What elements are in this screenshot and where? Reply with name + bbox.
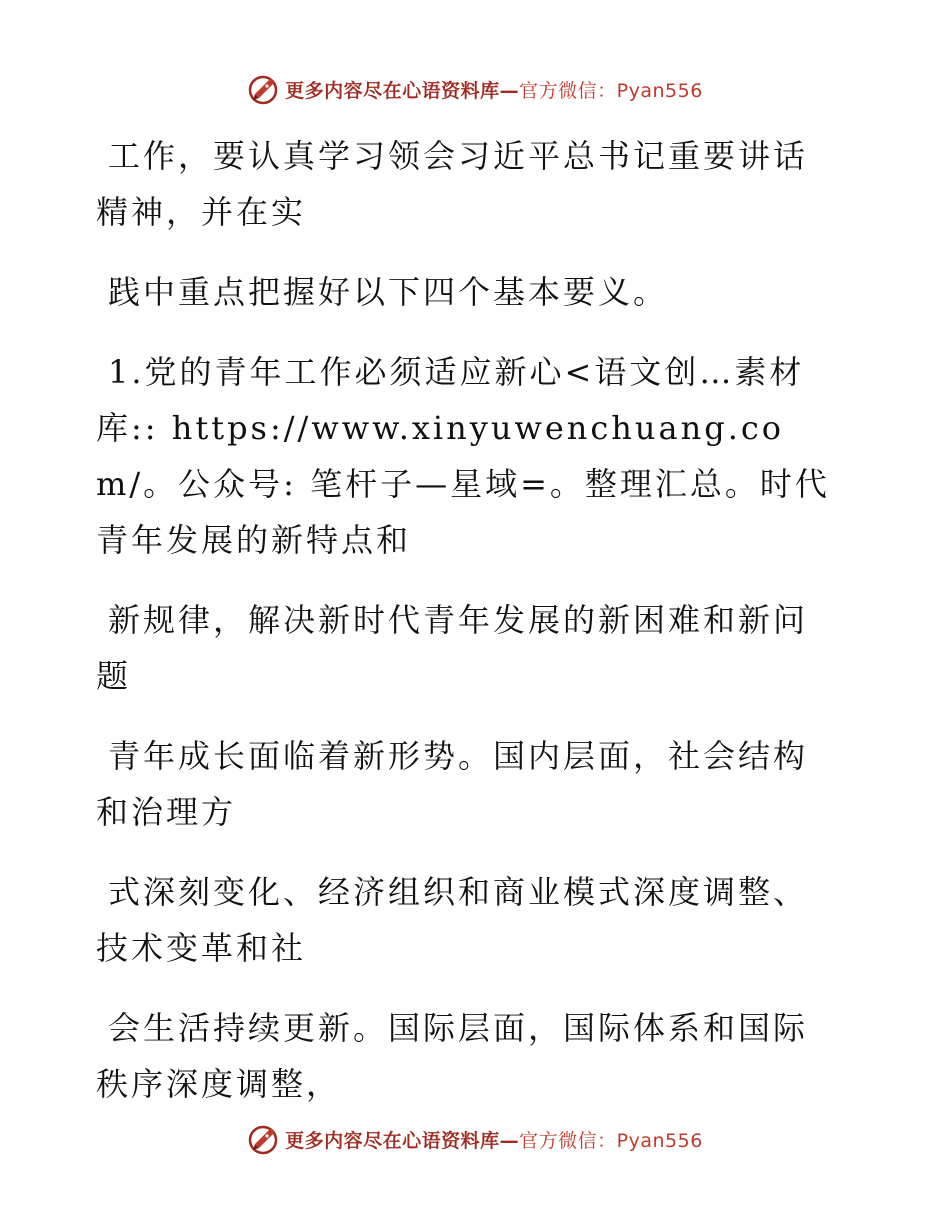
paragraph-7: 会生活持续更新。国际层面，国际体系和国际秩序深度调整， (96, 1009, 809, 1103)
paragraph-2: 践中重点把握好以下四个基本要义。 (108, 273, 669, 311)
header-banner-wechat: 官方微信：Pyan556 (519, 79, 703, 102)
header-banner (0, 72, 950, 106)
footer-banner (0, 1122, 950, 1156)
paragraph-4: 新规律，解决新时代青年发展的新困难和新问题 (96, 601, 809, 695)
paragraph-6: 式深刻变化、经济组织和商业模式深度调整、技术变革和社 (96, 873, 809, 967)
footer-banner-text (285, 1126, 703, 1153)
footer-banner-main: 更多内容尽在心语资料库 (285, 1129, 500, 1152)
header-banner-dash: — (499, 79, 520, 102)
paragraph-3: 1.党的青年工作必须适应新心<语文创…素材库:: https://www.xinyuwenchuang.com/。公众号: 笔杆子—星域=。整理汇总。时代青年发展的新特点和 (96, 353, 830, 559)
pen-nib-logo-icon (247, 72, 281, 106)
paragraph-1: 工作，要认真学习领会习近平总书记重要讲话精神，并在实 (96, 137, 809, 231)
document-body (96, 128, 836, 1136)
footer-banner-dash: — (499, 1129, 520, 1152)
header-banner-text (285, 76, 703, 103)
pen-nib-logo-icon (247, 1122, 281, 1156)
header-banner-main: 更多内容尽在心语资料库 (285, 79, 500, 102)
footer-banner-wechat: 官方微信：Pyan556 (519, 1129, 703, 1152)
paragraph-5: 青年成长面临着新形势。国内层面，社会结构和治理方 (96, 737, 809, 831)
